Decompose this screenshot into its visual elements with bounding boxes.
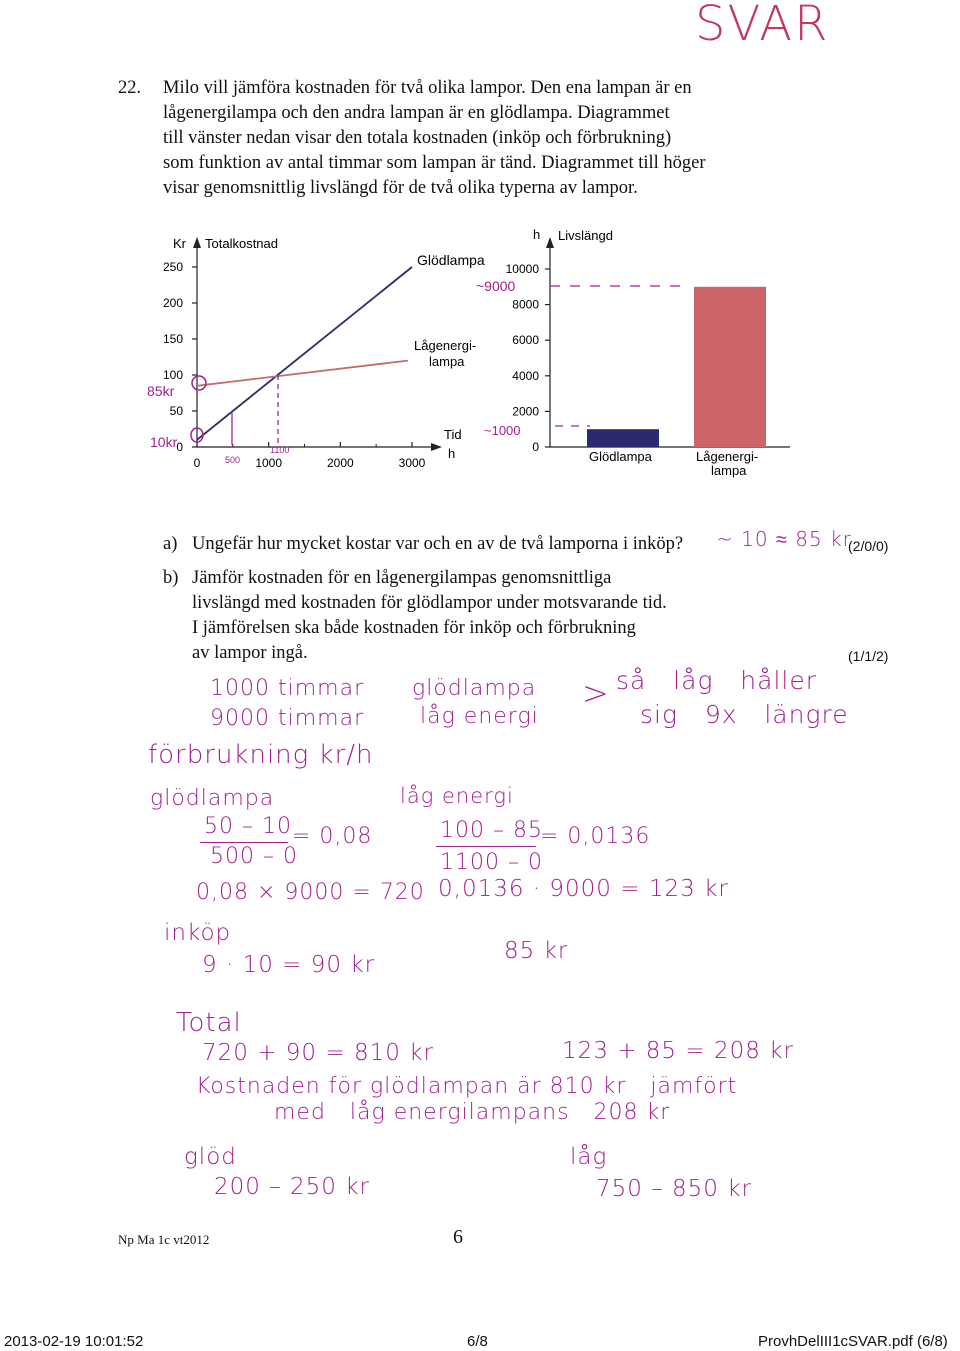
annot-1100: 1100 — [270, 445, 290, 455]
hw-9000-timmar: 9000 timmar — [210, 706, 365, 731]
subq-b-line: Jämför kostnaden för en lågenergilampas genomsnittliga — [192, 568, 612, 588]
glodlampa-bar-label: Glödlampa — [589, 449, 652, 464]
hw-frac1-res: = 0,08 — [292, 824, 373, 849]
subq-b-score: (1/1/2) — [848, 648, 889, 664]
right-chart — [476, 227, 790, 478]
subq-a-score: (2/0/0) — [848, 538, 889, 554]
lagenergi-line-label-2: lampa — [429, 354, 465, 369]
hw-inkop-lag: 85 kr — [504, 938, 569, 964]
annot-10kr-text: 10kr — [150, 434, 178, 450]
circle-85-marker — [192, 376, 206, 390]
hw-glodlampa: glödlampa — [150, 786, 275, 811]
left-chart-title: Totalkostnad — [205, 236, 278, 251]
subq-b-label: b) — [163, 568, 179, 588]
right-chart-annotations — [476, 278, 690, 438]
hw-frac2-den: 1100 – 0 — [440, 850, 543, 875]
subq-b-line: av lampor ingå. — [192, 643, 308, 663]
question-line: Milo vill jämföra kostnaden för två olika lampor. Den ena lampan är en — [163, 78, 692, 98]
subq-a-answer: ~ 10 ≈ 85 kr — [716, 527, 852, 551]
hw-lagenergi-top: låg energi — [420, 704, 539, 729]
hw-inkop-calc: 9 · 10 = 90 kr — [202, 952, 376, 978]
footer-timestamp: 2013-02-19 10:01:52 — [4, 1333, 144, 1350]
hw-1000-timmar: 1000 timmar — [210, 676, 365, 701]
footer-page-number: 6 — [453, 1226, 463, 1248]
footer-course: Np Ma 1c vt2012 — [118, 1232, 210, 1247]
hw-forbrukning: förbrukning kr/h — [148, 740, 374, 770]
lagenergi-bar-label-2: lampa — [711, 463, 747, 478]
footer-pages: 6/8 — [467, 1333, 488, 1350]
lagenergi-cost-line — [197, 361, 408, 386]
hw-lag-short: låg — [570, 1144, 608, 1170]
question-number: 22. — [118, 78, 142, 98]
left-ytick-label: 0 — [176, 440, 183, 454]
lagenergi-line-label-1: Lågenergi- — [414, 338, 477, 353]
left-xlabel: Tid — [444, 427, 462, 442]
hw-glod-short: glöd — [184, 1144, 237, 1170]
left-x-arrow — [431, 443, 442, 451]
hw-frac2-bar — [436, 846, 536, 847]
annot-500: 500 — [225, 455, 241, 465]
hw-glod-range: 200 – 250 kr — [214, 1174, 371, 1200]
glodlampa-cost-line — [197, 267, 412, 440]
annot-9000: ~9000 — [476, 278, 516, 294]
right-ylabel: h — [533, 227, 541, 242]
right-ytick-label: 4000 — [512, 368, 539, 383]
right-ytick-label: 0 — [532, 440, 539, 454]
hw-frac1-num: 50 – 10 — [204, 814, 292, 839]
hw-total: Total — [176, 1008, 242, 1038]
left-y-arrow — [193, 237, 201, 248]
left-xtick-label: 0 — [193, 456, 201, 470]
glodlampa-lifetime-bar — [587, 429, 659, 447]
hw-lasts-1: så låg håller — [616, 666, 818, 695]
hw-total1: 720 + 90 = 810 kr — [202, 1040, 434, 1066]
right-ytick-label: 10000 — [505, 262, 539, 276]
annot-1000: ~1000 — [484, 423, 521, 438]
left-xtick-label: 2000 — [326, 456, 354, 470]
lagenergi-bar-label-1: Lågenergi- — [696, 449, 759, 464]
left-xunit: h — [448, 446, 456, 461]
glodlampa-line-label: Glödlampa — [417, 252, 485, 268]
hw-frac2-num: 100 – 85 — [440, 818, 543, 843]
hw-compare2: med låg energilampans 208 kr — [274, 1100, 671, 1125]
left-chart — [147, 236, 485, 470]
question-line: lågenergilampa och den andra lampan är en glödlampa. Diagrammet — [163, 103, 670, 123]
lagenergi-lifetime-bar — [694, 287, 766, 447]
charts-figure — [0, 215, 960, 495]
left-ytick-label: 150 — [162, 332, 183, 346]
footer-filename: ProvhDelIII1cSVAR.pdf (6/8) — [758, 1333, 948, 1350]
subq-b-line: livslängd med kostnaden för glödlampor under motsvarande tid. — [192, 593, 667, 613]
subq-b-text — [192, 566, 752, 666]
hw-lasts-2: sig 9x längre — [640, 700, 849, 729]
left-xtick-label: 1000 — [255, 456, 283, 470]
hw-calc1: 0,08 × 9000 = 720 — [196, 880, 425, 905]
hw-calc2: 0,0136 · 9000 = 123 kr — [438, 876, 729, 902]
right-ytick-label: 6000 — [512, 333, 539, 348]
right-chart-title: Livslängd — [558, 228, 613, 243]
right-y-arrow — [546, 237, 554, 248]
left-ytick-label: 250 — [162, 260, 183, 274]
question-line: visar genomsnittlig livslängd för de två olika typerna av lampor. — [163, 178, 638, 198]
subq-a-text: Ungefär hur mycket kostar var och en av de två lamporna i inköp? — [192, 534, 684, 554]
hw-total2: 123 + 85 = 208 kr — [562, 1038, 794, 1064]
subq-b-line: I jämförelsen ska både kostnaden för inköp och förbrukning — [192, 618, 636, 638]
question-line: till vänster nedan visar den totala kostnaden (inköp och förbrukning) — [163, 128, 672, 148]
left-ylabel: Kr — [173, 236, 186, 251]
hw-lag-range: 750 – 850 kr — [596, 1176, 753, 1202]
right-ytick-label: 2000 — [512, 404, 539, 419]
svar-stamp: SVAR — [695, 0, 830, 52]
hw-compare1: Kostnaden för glödlampan är 810 kr jämfört — [196, 1074, 738, 1099]
question-text — [163, 76, 883, 201]
hw-inkop: inköp — [164, 920, 232, 946]
hw-arrow: > — [582, 674, 610, 712]
hw-lag-energi: låg energi — [400, 784, 514, 808]
hw-frac1-den: 500 – 0 — [210, 844, 298, 869]
annot-85kr-text: 85kr — [147, 383, 175, 399]
subq-a-label: a) — [163, 534, 178, 554]
question-line: som funktion av antal timmar som lampan är tänd. Diagrammet till höger — [163, 153, 706, 173]
hw-frac1-bar — [200, 842, 288, 843]
left-xtick-label: 3000 — [398, 456, 426, 470]
left-chart-annotations — [147, 375, 289, 465]
hw-frac2-res: = 0,0136 — [540, 824, 651, 849]
right-ytick-label: 8000 — [512, 297, 539, 312]
left-ytick-label: 100 — [162, 368, 183, 382]
hw-glodlampa-top: glödlampa — [412, 676, 537, 701]
left-ytick-label: 200 — [162, 296, 183, 310]
left-ytick-label: 50 — [169, 404, 183, 418]
